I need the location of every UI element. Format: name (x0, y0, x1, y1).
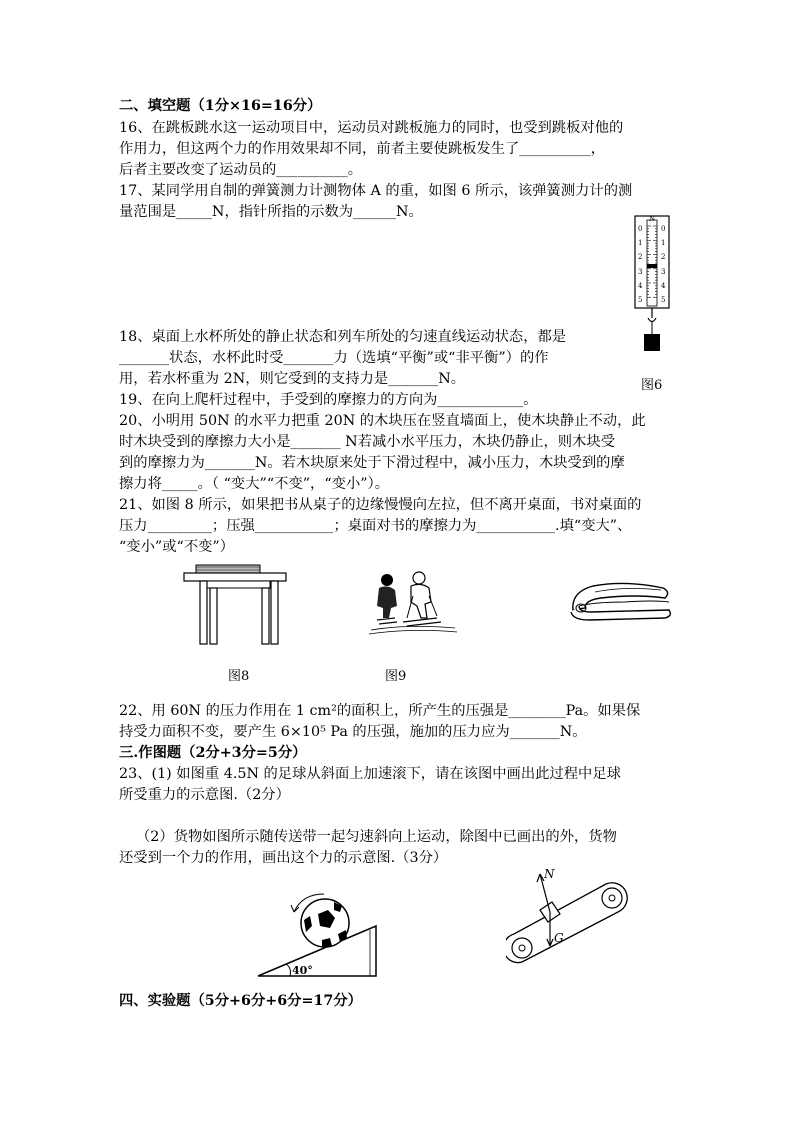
scale-left-4: 4 (638, 282, 643, 290)
q18-line3: 用，若水杯重为 2N，则它受到的支持力是_______N。 (119, 371, 466, 387)
scale-right-2: 2 (661, 253, 666, 261)
fig8-caption: 图8 (228, 669, 250, 684)
q17-line1: 17、某同学用自制的弹簧测力计测物体 A 的重，如图 6 所示，该弹簧测力计的测 (119, 183, 633, 199)
hook-icon (648, 308, 656, 322)
q17-line2: 量范围是_____N，指针所指的示数为______N。 (119, 204, 423, 220)
q18-line1: 18、桌面上水杯所处的静止状态和列车所处的匀速直线运动状态，都是 (119, 329, 567, 345)
q20-line1: 20、小明用 50N 的水平力把重 20N 的木块压在竖直墙面上，使木块静止不动，此 (119, 413, 646, 429)
q22-line1: 22、用 60N 的压力作用在 1 cm²的面积上，所产生的压强是________Pa。如果保 (119, 703, 641, 719)
q16-line3: 后者主要改变了运动员的__________。 (119, 162, 363, 178)
fig9-caption: 图9 (385, 669, 407, 684)
scale-left-2: 2 (638, 253, 643, 261)
scale-left-3: 3 (638, 268, 643, 276)
q20-line2: 时木块受到的摩擦力大小是_______ N若减小水平压力，木块仍静止，则木块受 (119, 434, 615, 450)
football-incline-figure (252, 890, 382, 978)
q21-line1: 21、如图 8 所示，如果把书从桌子的边缘慢慢向左拉，但不离开桌面，书对桌面的 (119, 497, 642, 513)
q20-line4: 擦力将_____。（ “变大”“不变”，“变小”）。 (119, 476, 389, 492)
q18-line2: _______状态，水杯此时受_______力（选填“平衡”或“非平衡”）的作 (119, 350, 549, 366)
scale-left-5: 5 (638, 296, 643, 304)
scale-right-1: 1 (661, 239, 666, 247)
section2-heading: 二、填空题（1分×16=16分） (119, 98, 322, 114)
q20-line3: 到的摩擦力为_______N。若木块原来处于下滑过程中，减小压力，木块受到的摩 (119, 455, 625, 471)
force-g-label: G (554, 931, 564, 945)
conveyor-figure (506, 862, 646, 978)
table-book-figure (182, 562, 290, 646)
q22-line2: 持受力面积不变，要产生 6×10⁵ Pa 的压强，施加的压力应为_______N。 (119, 724, 587, 740)
spring-scale-figure (632, 212, 672, 357)
meter-unit: N (648, 215, 656, 223)
skiers-figure (367, 568, 459, 636)
section3-heading: 三.作图题（2分+3分=5分） (119, 745, 307, 761)
force-n-label: N (544, 867, 555, 881)
q16-line1: 16、在跳板跳水这一运动项目中，运动员对跳板施力的同时，也受到跳板对他的 (119, 120, 624, 136)
q23b-line1: （2）货物如图所示随传送带一起匀速斜向上运动，除图中已画出的外，货物 (136, 829, 617, 845)
q19-line: 19、在向上爬杆过程中，手受到的摩擦力的方向为____________。 (119, 392, 538, 408)
scale-right-0: 0 (661, 225, 666, 233)
stapler-figure (565, 572, 675, 624)
q21-line3: “变小”或“不变”） (119, 539, 235, 555)
weight-block (644, 334, 660, 351)
scale-pointer (647, 264, 657, 268)
angle-label: 40° (292, 964, 313, 977)
section4-heading: 四、实验题（5分+6分+6分=17分） (119, 993, 362, 1009)
q16-line2: 作用力，但这两个力的作用效果却不同，前者主要使跳板发生了__________， (119, 141, 606, 157)
q23a-line1: 23、(1) 如图重 4.5N 的足球从斜面上加速滚下，请在该图中画出此过程中足球 (119, 766, 621, 782)
q23a-line2: 所受重力的示意图.（2分） (119, 787, 290, 803)
scale-right-3: 3 (661, 268, 666, 276)
q23b-line2: 还受到一个力的作用，画出这个力的示意图.（3分） (119, 850, 448, 866)
scale-right-5: 5 (661, 296, 666, 304)
table-top (184, 573, 286, 581)
book (196, 565, 260, 573)
scale-left-1: 1 (638, 239, 643, 247)
fig6-caption: 图6 (641, 378, 663, 393)
scale-right-4: 4 (661, 282, 666, 290)
scale-left-0: 0 (638, 225, 643, 233)
q21-line2: 压力_________；压强___________；桌面对书的摩擦力为___________.填“变大”、 (119, 518, 632, 534)
